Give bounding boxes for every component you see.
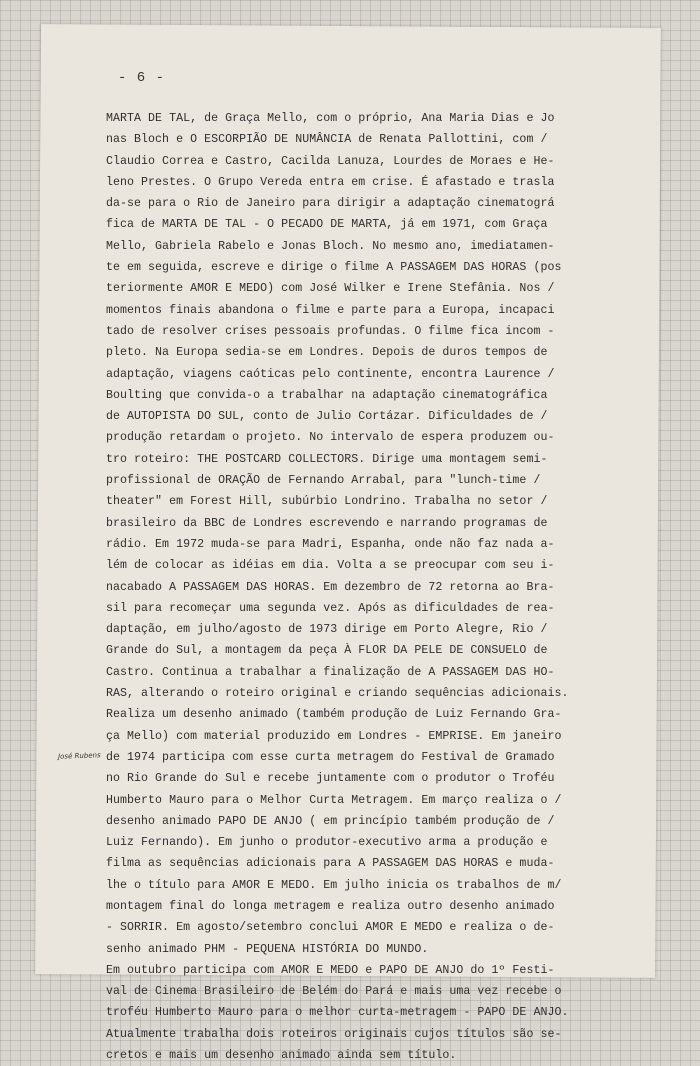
text-line: pleto. Na Europa sedia-se em Londres. Depois de duros tempos de (106, 346, 548, 360)
text-line: leno Prestes. O Grupo Vereda entra em crise. É afastado e trasla (106, 175, 555, 189)
text-line: produção retardam o projeto. No intervalo de espera produzem ou- (106, 431, 555, 445)
text-line: lém de colocar as idéias em dia. Volta a se preocupar com seu i- (106, 559, 555, 573)
text-line: sil para recomeçar uma segunda vez. Após as dificuldades de rea- (106, 601, 555, 615)
text-line: theater" em Forest Hill, subúrbio Londrino. Trabalha no setor / (106, 495, 548, 509)
text-line: profissional de ORAÇÃO de Fernando Arrabal, para "lunch-time / (106, 474, 541, 488)
text-line: tro roteiro: THE POSTCARD COLLECTORS. Dirige uma montagem semi- (106, 452, 548, 466)
text-line: troféu Humberto Mauro para o melhor curta-metragem - PAPO DE ANJO. (106, 1006, 569, 1020)
text-line: cretos e mais um desenho animado ainda sem título. (106, 1049, 457, 1063)
text-line: Castro. Continua a trabalhar a finalização de A PASSAGEM DAS HO- (106, 665, 555, 679)
text-line: Realiza um desenho animado (também produção de Luiz Fernando Gra- (106, 708, 562, 722)
text-line: val de Cinema Brasileiro de Belém do Pará e mais uma vez recebe o (106, 985, 562, 999)
handwritten-margin-note: José Rubens (57, 751, 101, 761)
text-line: brasileiro da BBC de Londres escrevendo e narrando programas de (106, 516, 548, 530)
text-line: da-se para o Rio de Janeiro para dirigir a adaptação cinematográ (106, 197, 555, 211)
text-line: senho animado PHM - PEQUENA HISTÓRIA DO MUNDO. (106, 942, 429, 956)
text-line: te em seguida, escreve e dirige o filme A PASSAGEM DAS HORAS (pos (106, 261, 562, 275)
text-line: daptação, em julho/agosto de 1973 dirige em Porto Alegre, Rio / (106, 623, 548, 637)
text-line: adaptação, viagens caóticas pelo continente, encontra Laurence / (106, 367, 555, 381)
text-line: Mello, Gabriela Rabelo e Jonas Bloch. No mesmo ano, imediatamen- (106, 239, 555, 253)
text-line: desenho animado PAPO DE ANJO ( em princípio também produção de / (106, 814, 555, 828)
text-line: Grande do Sul, a montagem da peça À FLOR DA PELE DE CONSUELO de (106, 644, 548, 658)
text-line: Claudio Correa e Castro, Cacilda Lanuza, Lourdes de Moraes e He- (106, 154, 555, 168)
text-line: de 1974 participa com esse curta metragem do Festival de Gramado (106, 750, 555, 764)
text-line: Luiz Fernando). Em junho o produtor-executivo arma a produção e (106, 836, 548, 850)
text-line: MARTA DE TAL, de Graça Mello, com o próprio, Ana Maria Dias e Jo (106, 112, 555, 125)
text-line: Em outubro participa com AMOR E MEDO e PAPO DE ANJO do 1º Festi- (106, 963, 555, 977)
text-line: Atualmente trabalha dois roteiros originais cujos títulos são se- (106, 1027, 562, 1041)
text-line: lhe o título para AMOR E MEDO. Em julho inicia os trabalhos de m/ (106, 878, 562, 892)
text-line: Humberto Mauro para o Melhor Curta Metragem. Em março realiza o / (106, 793, 562, 807)
text-line: - SORRIR. Em agosto/setembro conclui AMOR E MEDO e realiza o de- (106, 921, 555, 935)
text-line: nas Bloch e O ESCORPIÃO DE NUMÂNCIA de Renata Pallottini, com / (106, 133, 548, 147)
text-line: ça Mello) com material produzido em Londres - EMPRISE. Em janeiro (106, 729, 562, 743)
text-line: no Rio Grande do Sul e recebe juntamente com o produtor o Troféu (106, 772, 555, 786)
text-line: momentos finais abandona o filme e parte para a Europa, incapaci (106, 303, 555, 317)
text-line: de AUTOPISTA DO SUL, conto de Julio Cortázar. Dificuldades de / (106, 410, 548, 424)
text-line: rádio. Em 1972 muda-se para Madri, Espanha, onde não faz nada a- (106, 537, 555, 551)
page-number: - 6 - (118, 70, 166, 86)
text-line: Boulting que convida-o a trabalhar na adaptação cinematográfica (106, 388, 548, 402)
typed-body-text (106, 108, 606, 1066)
text-line: teriormente AMOR E MEDO) com José Wilker e Irene Stefânia. Nos / (106, 282, 555, 296)
text-line: RAS, alterando o roteiro original e criando sequências adicionais. (106, 687, 569, 701)
text-line: nacabado A PASSAGEM DAS HORAS. Em dezembro de 72 retorna ao Bra- (106, 580, 555, 594)
text-line: tado de resolver crises pessoais profundas. O filme fica incom - (106, 324, 555, 338)
text-line: fica de MARTA DE TAL - O PECADO DE MARTA, já em 1971, com Graça (106, 218, 548, 232)
text-line: montagem final do longa metragem e realiza outro desenho animado (106, 899, 555, 913)
text-line: filma as sequências adicionais para A PASSAGEM DAS HORAS e muda- (106, 857, 555, 871)
